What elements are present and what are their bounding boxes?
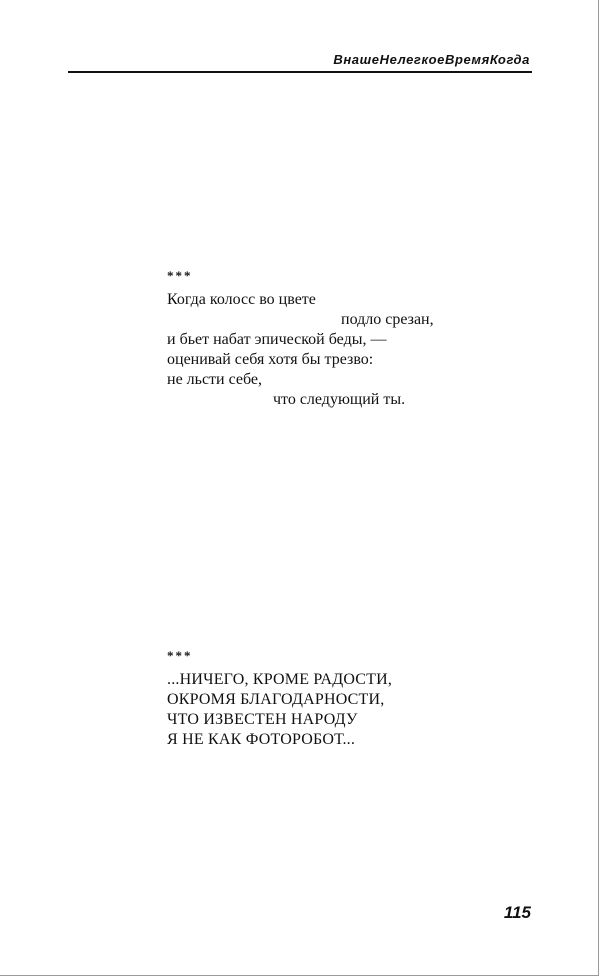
poem-line: ЧТО ИЗВЕСТЕН НАРОДУ: [167, 711, 358, 728]
section-stars: ***: [167, 648, 193, 663]
header-rule: [68, 71, 532, 73]
poem-line: Я НЕ КАК ФОТОРОБОТ...: [167, 731, 356, 748]
poem-line: подло срезан,: [341, 311, 434, 328]
poem-line: ОКРОМЯ БЛАГОДАРНОСТИ,: [167, 691, 385, 708]
poem-line: Когда колосс во цвете: [167, 291, 316, 308]
page-number: 115: [503, 903, 531, 922]
section-stars: ***: [167, 268, 193, 283]
poem-second: [167, 648, 457, 750]
poem-line: ...НИЧЕГО, КРОМЕ РАДОСТИ,: [167, 671, 393, 688]
poem-line: и бьет набат эпической беды, —: [167, 331, 387, 348]
poem-line: не льсти себе,: [167, 371, 263, 388]
running-head: ВнашеНелегкоеВремяКогда: [333, 52, 530, 67]
poem-line: оценивай себя хотя бы трезво:: [167, 351, 374, 368]
poem-first: [167, 268, 457, 410]
poem-line: что следующий ты.: [273, 391, 406, 408]
